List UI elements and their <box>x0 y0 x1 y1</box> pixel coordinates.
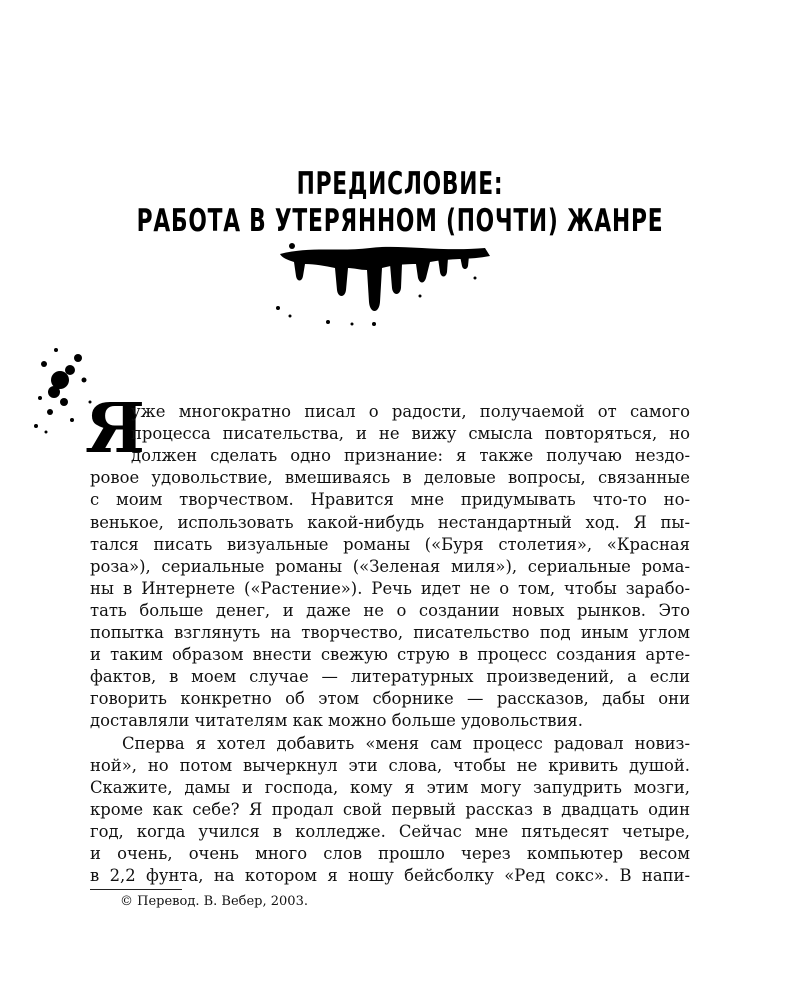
chapter-title-line-1: ПРЕДИСЛОВИЕ: <box>296 166 504 202</box>
paragraph-1-line: с моим творчеством. Нравится мне придумывать что-то но- <box>90 490 690 510</box>
paragraph-1-line: фактов, в моем случае — литературных произведений, а если <box>90 667 690 687</box>
paragraph-2-line: Скажите, дамы и господа, кому я этим могу запудрить мозги, <box>90 777 690 797</box>
ink-drip-ornament <box>270 238 500 330</box>
paragraph-1-line: попытка взглянуть на творчество, писательство под иным углом <box>90 623 690 642</box>
paragraph-1-line: и таким образом внести свежую струю в процесс создания арте- <box>90 645 690 665</box>
paragraph-1-line: уже многократно писал о радости, получаемой от самого <box>131 402 690 421</box>
footnote-separator <box>90 889 182 890</box>
paragraph-2-line: кроме как себе? Я продал свой первый рассказ в двадцать один <box>90 799 690 819</box>
paragraph-2-line: и очень, очень много слов прошло через компьютер весом <box>90 844 690 863</box>
paragraph-1-line: венькое, использовать какой-нибудь нестандартный ход. Я пы- <box>90 512 690 532</box>
paragraph-1-line: роза»), сериальные романы («Зеленая миля»), сериальные рома- <box>90 556 690 576</box>
paragraph-1-line: тался писать визуальные романы («Буря столетия», «Красная <box>90 534 690 554</box>
paragraph-1-line: говорить конкретно об этом сборнике — рассказов, дабы они <box>90 689 690 709</box>
paragraph-1-line: тать больше денег, и даже не о создании новых рынков. Это <box>90 600 690 620</box>
paragraph-2-line: ной», но потом вычеркнул эти слова, чтобы не кривить душой. <box>90 755 690 775</box>
footnote-copyright: © Перевод. В. Вебер, 2003. <box>120 894 308 909</box>
paragraph-1-line: доставляли читателям как можно больше удовольствия. <box>90 711 583 731</box>
paragraph-2-line: Сперва я хотел добавить «меня сам процесс радовал новиз- <box>122 733 690 753</box>
paragraph-2-line: год, когда учился в колледже. Сейчас мне пятьдесят четыре, <box>90 821 690 841</box>
paragraph-1-line: ровое удовольствие, вмешиваясь в деловые вопросы, связанные <box>90 468 690 488</box>
paragraph-1-line: должен сделать одно признание: я также получаю нездо- <box>131 446 690 466</box>
paragraph-2-line: в 2,2 фунта, на котором я ношу бейсболку «Ред сокс». В напи- <box>90 866 690 886</box>
paragraph-1-line: процесса писательства, и не вижу смысла повторяться, но <box>131 424 690 444</box>
paragraph-1-line: ны в Интернете («Растение»). Речь идет не о том, чтобы зарабо- <box>90 578 690 598</box>
chapter-title-line-2: РАБОТА В УТЕРЯННОМ (ПОЧТИ) ЖАНРЕ <box>136 203 664 239</box>
drop-cap-letter: Я <box>85 389 145 469</box>
